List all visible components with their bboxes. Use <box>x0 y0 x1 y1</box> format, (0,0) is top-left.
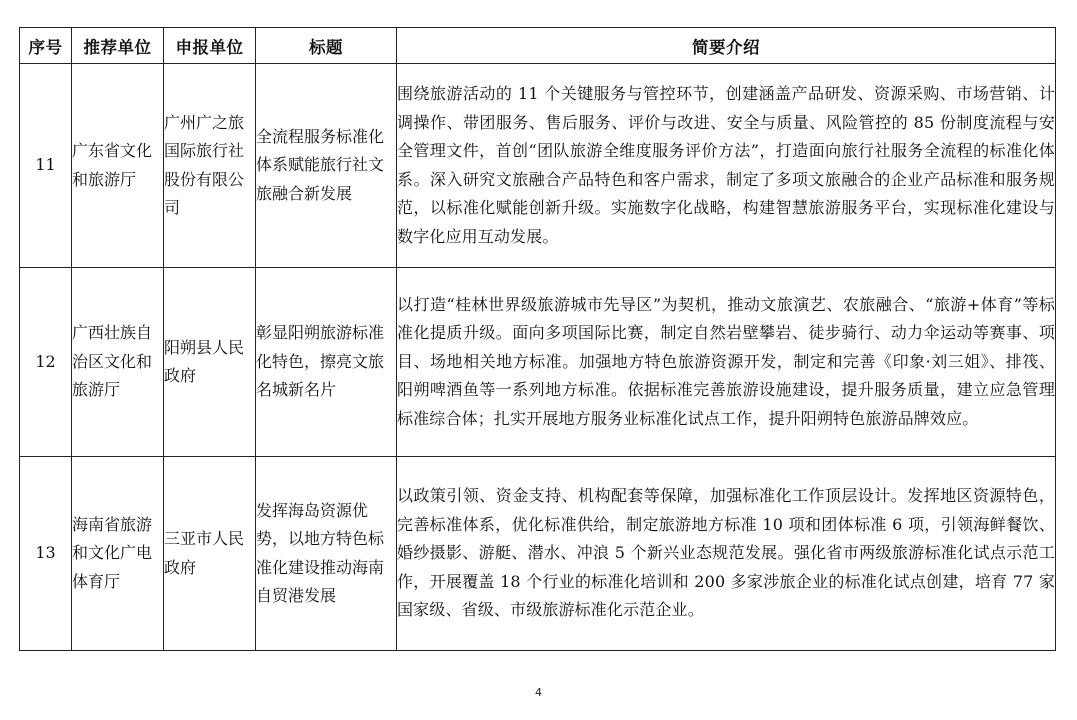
row-num: 11 <box>20 64 72 268</box>
row-intro: 以打造“桂林世界级旅游城市先导区”为契机，推动文旅演艺、农旅融合、“旅游+体育”等标准化提质升级。面向多项国际比赛，制定自然岩壁攀岩、徒步骑行、动力伞运动等赛事、项目、场地相关地方标准。加强地方特色旅游资源开发，制定和完善《印象·刘三姐》、排筏、阳朔啤酒鱼等一系列地方标准。依据标准完善旅游设施建设，提升服务质量，建立应急管理标准综合体；扎实开展地方服务业标准化试点工作，提升阳朔特色旅游品牌效应。 <box>397 268 1056 457</box>
table-row <box>20 457 1056 651</box>
row-title: 发挥海岛资源优势，以地方特色标准化建设推动海南自贸港发展 <box>256 457 397 651</box>
row-recommender: 广东省文化和旅游厅 <box>72 64 164 268</box>
header-num: 序号 <box>20 28 72 64</box>
table-row <box>20 268 1056 457</box>
row-num: 13 <box>20 457 72 651</box>
row-recommender: 海南省旅游和文化广电体育厅 <box>72 457 164 651</box>
standardization-table <box>19 27 1056 651</box>
header-recommender: 推荐单位 <box>72 28 164 64</box>
row-intro: 围绕旅游活动的 11 个关键服务与管控环节，创建涵盖产品研发、资源采购、市场营销、计调操作、带团服务、售后服务、评价与改进、安全与质量、风险管控的 85 份制度流程与安全管理文件，首创“团队旅游全维度服务评价方法”，打造面向旅行社服务全流程的标准化体系。深入研究文旅融合产品特色和客户需求，制定了多项文旅融合的企业产品标准和服务规范，以标准化赋能创新升级。实施数字化战略，构建智慧旅游服务平台，实现标准化建设与数字化应用互动发展。 <box>397 64 1056 268</box>
page-number: 4 <box>535 686 542 699</box>
row-applicant: 广州广之旅国际旅行社股份有限公司 <box>164 64 256 268</box>
header-applicant: 申报单位 <box>164 28 256 64</box>
table-header-row <box>20 28 1056 64</box>
row-intro: 以政策引领、资金支持、机构配套等保障，加强标准化工作顶层设计。发挥地区资源特色，完善标准体系，优化标准供给，制定旅游地方标准 10 项和团体标准 6 项，引领海鲜餐饮、婚纱摄影、游艇、潜水、冲浪 5 个新兴业态规范发展。强化省市两级旅游标准化试点示范工作，开展覆盖 18 个行业的标准化培训和 200 多家涉旅企业的标准化试点创建，培育 77 家国家级、省级、市级旅游标准化示范企业。 <box>397 457 1056 651</box>
row-title: 全流程服务标准化体系赋能旅行社文旅融合新发展 <box>256 64 397 268</box>
row-applicant: 三亚市人民政府 <box>164 457 256 651</box>
row-recommender: 广西壮族自治区文化和旅游厅 <box>72 268 164 457</box>
header-intro: 简要介绍 <box>397 28 1056 64</box>
header-title: 标题 <box>256 28 397 64</box>
table-row <box>20 64 1056 268</box>
row-applicant: 阳朔县人民政府 <box>164 268 256 457</box>
row-title: 彰显阳朔旅游标准化特色，擦亮文旅名城新名片 <box>256 268 397 457</box>
row-num: 12 <box>20 268 72 457</box>
